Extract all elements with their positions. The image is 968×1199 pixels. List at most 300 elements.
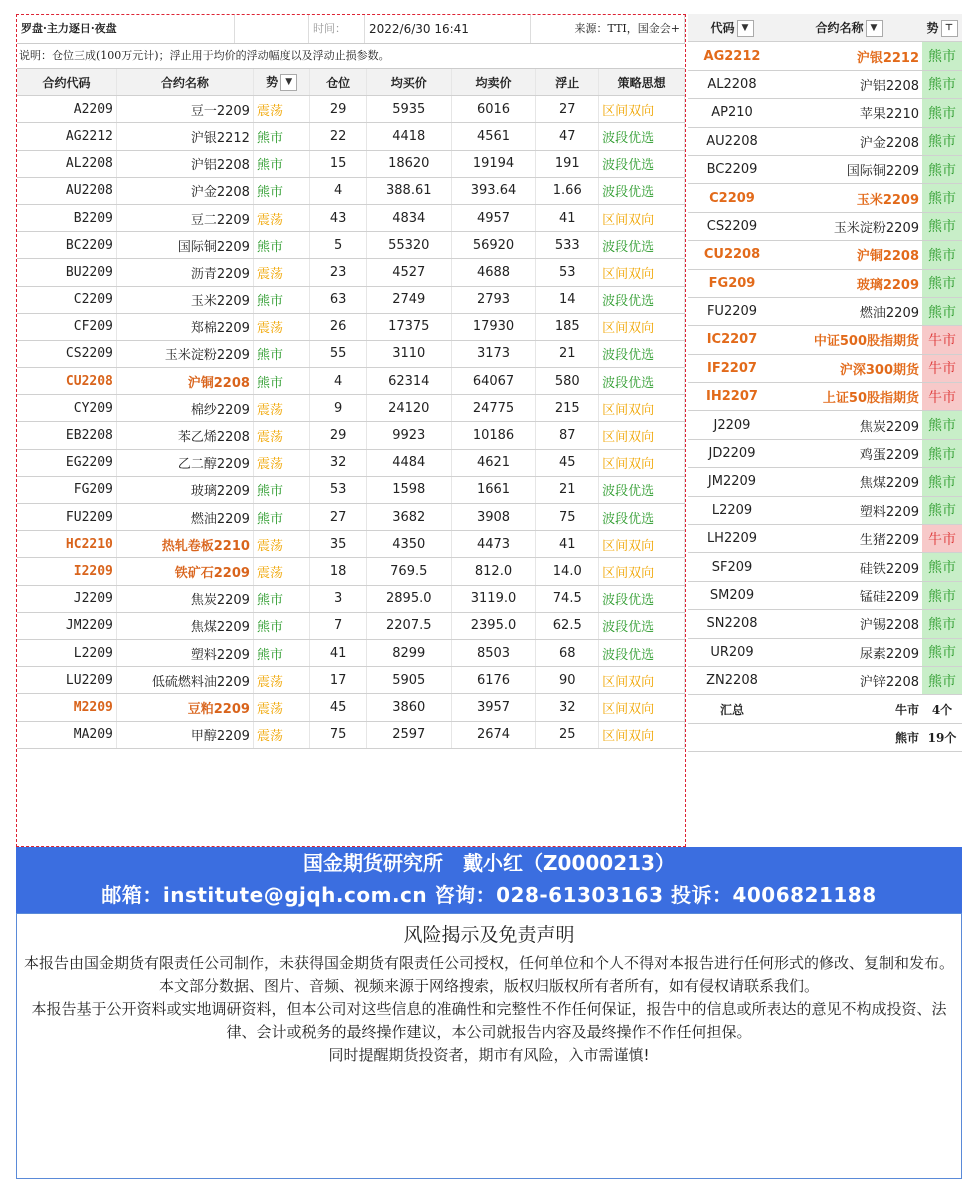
trend-code[interactable]: CU2208: [688, 241, 776, 269]
position-cell[interactable]: 29: [310, 96, 366, 123]
trend-name[interactable]: 沪铝2208: [776, 70, 922, 98]
trend-code[interactable]: SN2208: [688, 610, 776, 638]
position-cell[interactable]: 4: [310, 177, 366, 204]
strategy-cell[interactable]: 区间双向: [599, 694, 685, 721]
float-stop-cell[interactable]: 41: [536, 204, 599, 231]
avg-sell-cell[interactable]: 64067: [451, 368, 536, 395]
float-stop-cell[interactable]: 47: [536, 123, 599, 150]
trend-cell[interactable]: 震荡: [253, 313, 309, 340]
avg-buy-cell[interactable]: 4527: [366, 259, 451, 286]
trend-tag[interactable]: 熊市: [922, 42, 962, 70]
trend-code[interactable]: C2209: [688, 184, 776, 212]
contract-name[interactable]: 玻璃2209: [116, 476, 253, 503]
avg-sell-cell[interactable]: 4688: [451, 259, 536, 286]
position-cell[interactable]: 26: [310, 313, 366, 340]
trend-name[interactable]: 玉米淀粉2209: [776, 212, 922, 240]
trend-name[interactable]: 上证50股指期货: [776, 383, 922, 411]
table-row[interactable]: [17, 531, 685, 558]
trend-cell[interactable]: 震荡: [253, 531, 309, 558]
trend-tag[interactable]: 熊市: [922, 127, 962, 155]
trend-name[interactable]: 沪银2212: [776, 42, 922, 70]
avg-sell-cell[interactable]: 3908: [451, 504, 536, 531]
trend-row[interactable]: [688, 383, 962, 411]
position-cell[interactable]: 3: [310, 585, 366, 612]
strategy-cell[interactable]: 区间双向: [599, 259, 685, 286]
table-row[interactable]: [17, 504, 685, 531]
col-header-name[interactable]: 合约名称: [116, 69, 253, 96]
trend-code[interactable]: L2209: [688, 496, 776, 524]
trend-row[interactable]: [688, 326, 962, 354]
trend-row[interactable]: [688, 269, 962, 297]
table-row[interactable]: [17, 150, 685, 177]
trend-cell[interactable]: 熊市: [253, 639, 309, 666]
float-stop-cell[interactable]: 75: [536, 504, 599, 531]
trend-name[interactable]: 锰硅2209: [776, 581, 922, 609]
col-header-float-stop[interactable]: 浮止: [536, 69, 599, 96]
float-stop-cell[interactable]: 580: [536, 368, 599, 395]
float-stop-cell[interactable]: 25: [536, 721, 599, 748]
contract-name[interactable]: 豆一2209: [116, 96, 253, 123]
contract-name[interactable]: 铁矿石2209: [116, 558, 253, 585]
contract-code[interactable]: CY209: [17, 395, 116, 422]
strategy-cell[interactable]: 波段优选: [599, 612, 685, 639]
avg-buy-cell[interactable]: 2895.0: [366, 585, 451, 612]
table-row[interactable]: [17, 721, 685, 748]
position-cell[interactable]: 29: [310, 422, 366, 449]
trend-code[interactable]: SF209: [688, 553, 776, 581]
avg-buy-cell[interactable]: 8299: [366, 639, 451, 666]
avg-sell-cell[interactable]: 6176: [451, 667, 536, 694]
trend-row[interactable]: [688, 241, 962, 269]
position-cell[interactable]: 18: [310, 558, 366, 585]
position-cell[interactable]: 35: [310, 531, 366, 558]
contract-name[interactable]: 沪铜2208: [116, 368, 253, 395]
avg-buy-cell[interactable]: 18620: [366, 150, 451, 177]
position-cell[interactable]: 9: [310, 395, 366, 422]
float-stop-cell[interactable]: 27: [536, 96, 599, 123]
avg-sell-cell[interactable]: 3119.0: [451, 585, 536, 612]
contract-code[interactable]: HC2210: [17, 531, 116, 558]
avg-sell-cell[interactable]: 2395.0: [451, 612, 536, 639]
strategy-cell[interactable]: 波段优选: [599, 232, 685, 259]
strategy-cell[interactable]: 波段优选: [599, 504, 685, 531]
avg-buy-cell[interactable]: 2597: [366, 721, 451, 748]
trend-tag[interactable]: 熊市: [922, 439, 962, 467]
table-row[interactable]: [17, 422, 685, 449]
float-stop-cell[interactable]: 1.66: [536, 177, 599, 204]
trend-code[interactable]: AU2208: [688, 127, 776, 155]
trend-cell[interactable]: 熊市: [253, 585, 309, 612]
trend-name[interactable]: 塑料2209: [776, 496, 922, 524]
strategy-cell[interactable]: 波段优选: [599, 340, 685, 367]
avg-sell-cell[interactable]: 4957: [451, 204, 536, 231]
trend-row[interactable]: [688, 496, 962, 524]
trend-name[interactable]: 沪金2208: [776, 127, 922, 155]
col-header-trend[interactable]: 势 ⊤: [922, 14, 962, 42]
avg-sell-cell[interactable]: 4621: [451, 449, 536, 476]
contract-code[interactable]: C2209: [17, 286, 116, 313]
avg-sell-cell[interactable]: 19194: [451, 150, 536, 177]
strategy-cell[interactable]: 波段优选: [599, 286, 685, 313]
avg-buy-cell[interactable]: 3860: [366, 694, 451, 721]
table-row[interactable]: [17, 123, 685, 150]
trend-cell[interactable]: 熊市: [253, 286, 309, 313]
trend-cell[interactable]: 熊市: [253, 340, 309, 367]
strategy-cell[interactable]: 区间双向: [599, 667, 685, 694]
trend-cell[interactable]: 震荡: [253, 422, 309, 449]
avg-buy-cell[interactable]: 4834: [366, 204, 451, 231]
trend-tag[interactable]: 牛市: [922, 525, 962, 553]
trend-name[interactable]: 沪深300期货: [776, 354, 922, 382]
contract-name[interactable]: 国际铜2209: [116, 232, 253, 259]
trend-code[interactable]: AL2208: [688, 70, 776, 98]
contract-name[interactable]: 热轧卷板2210: [116, 531, 253, 558]
strategy-cell[interactable]: 波段优选: [599, 177, 685, 204]
trend-tag[interactable]: 熊市: [922, 99, 962, 127]
contract-name[interactable]: 乙二醇2209: [116, 449, 253, 476]
strategy-cell[interactable]: 区间双向: [599, 422, 685, 449]
strategy-cell[interactable]: 波段优选: [599, 639, 685, 666]
trend-code[interactable]: IF2207: [688, 354, 776, 382]
trend-row[interactable]: [688, 155, 962, 183]
float-stop-cell[interactable]: 62.5: [536, 612, 599, 639]
strategy-cell[interactable]: 区间双向: [599, 204, 685, 231]
trend-name[interactable]: 焦煤2209: [776, 468, 922, 496]
trend-tag[interactable]: 熊市: [922, 411, 962, 439]
trend-name[interactable]: 焦炭2209: [776, 411, 922, 439]
strategy-cell[interactable]: 区间双向: [599, 558, 685, 585]
float-stop-cell[interactable]: 191: [536, 150, 599, 177]
contract-name[interactable]: 焦炭2209: [116, 585, 253, 612]
trend-name[interactable]: 玉米2209: [776, 184, 922, 212]
table-row[interactable]: [17, 667, 685, 694]
avg-sell-cell[interactable]: 393.64: [451, 177, 536, 204]
trend-name[interactable]: 沪锡2208: [776, 610, 922, 638]
trend-tag[interactable]: 熊市: [922, 610, 962, 638]
position-cell[interactable]: 41: [310, 639, 366, 666]
trend-tag[interactable]: 熊市: [922, 212, 962, 240]
avg-buy-cell[interactable]: 24120: [366, 395, 451, 422]
trend-cell[interactable]: 熊市: [253, 504, 309, 531]
float-stop-cell[interactable]: 90: [536, 667, 599, 694]
trend-tag[interactable]: 熊市: [922, 666, 962, 694]
col-header-code[interactable]: 代码 ▼: [688, 14, 776, 42]
contract-code[interactable]: EG2209: [17, 449, 116, 476]
contract-name[interactable]: 低硫燃料油2209: [116, 667, 253, 694]
avg-buy-cell[interactable]: 55320: [366, 232, 451, 259]
trend-cell[interactable]: 熊市: [253, 177, 309, 204]
trend-row[interactable]: [688, 610, 962, 638]
trend-name[interactable]: 尿素2209: [776, 638, 922, 666]
avg-sell-cell[interactable]: 2674: [451, 721, 536, 748]
contract-name[interactable]: 甲醇2209: [116, 721, 253, 748]
avg-sell-cell[interactable]: 6016: [451, 96, 536, 123]
float-stop-cell[interactable]: 45: [536, 449, 599, 476]
trend-cell[interactable]: 震荡: [253, 558, 309, 585]
trend-code[interactable]: IC2207: [688, 326, 776, 354]
position-cell[interactable]: 4: [310, 368, 366, 395]
table-row[interactable]: [17, 395, 685, 422]
position-cell[interactable]: 17: [310, 667, 366, 694]
avg-buy-cell[interactable]: 2207.5: [366, 612, 451, 639]
float-stop-cell[interactable]: 215: [536, 395, 599, 422]
trend-row[interactable]: [688, 468, 962, 496]
contract-code[interactable]: L2209: [17, 639, 116, 666]
trend-code[interactable]: J2209: [688, 411, 776, 439]
position-cell[interactable]: 55: [310, 340, 366, 367]
filter-dropdown-icon[interactable]: ▼: [866, 20, 883, 37]
trend-row[interactable]: [688, 127, 962, 155]
col-header-trend[interactable]: 势 ▼: [253, 69, 309, 96]
contract-name[interactable]: 豆粕2209: [116, 694, 253, 721]
contract-code[interactable]: BC2209: [17, 232, 116, 259]
strategy-cell[interactable]: 波段优选: [599, 368, 685, 395]
avg-buy-cell[interactable]: 388.61: [366, 177, 451, 204]
table-row[interactable]: [17, 177, 685, 204]
trend-code[interactable]: BC2209: [688, 155, 776, 183]
trend-cell[interactable]: 震荡: [253, 395, 309, 422]
position-cell[interactable]: 43: [310, 204, 366, 231]
trend-name[interactable]: 玻璃2209: [776, 269, 922, 297]
table-row[interactable]: [17, 558, 685, 585]
trend-tag[interactable]: 熊市: [922, 553, 962, 581]
table-row[interactable]: [17, 232, 685, 259]
trend-cell[interactable]: 震荡: [253, 96, 309, 123]
trend-code[interactable]: JD2209: [688, 439, 776, 467]
float-stop-cell[interactable]: 185: [536, 313, 599, 340]
avg-sell-cell[interactable]: 24775: [451, 395, 536, 422]
trend-tag[interactable]: 熊市: [922, 581, 962, 609]
col-header-strategy[interactable]: 策略思想: [599, 69, 685, 96]
table-row[interactable]: [17, 204, 685, 231]
trend-cell[interactable]: 震荡: [253, 721, 309, 748]
avg-sell-cell[interactable]: 812.0: [451, 558, 536, 585]
avg-buy-cell[interactable]: 5905: [366, 667, 451, 694]
strategy-cell[interactable]: 区间双向: [599, 721, 685, 748]
trend-cell[interactable]: 熊市: [253, 612, 309, 639]
trend-cell[interactable]: 熊市: [253, 232, 309, 259]
table-row[interactable]: [17, 286, 685, 313]
trend-row[interactable]: [688, 411, 962, 439]
contract-code[interactable]: FG209: [17, 476, 116, 503]
strategy-cell[interactable]: 波段优选: [599, 123, 685, 150]
trend-tag[interactable]: 熊市: [922, 496, 962, 524]
contract-code[interactable]: A2209: [17, 96, 116, 123]
trend-name[interactable]: 沪锌2208: [776, 666, 922, 694]
trend-code[interactable]: AG2212: [688, 42, 776, 70]
table-row[interactable]: [17, 313, 685, 340]
contract-code[interactable]: AG2212: [17, 123, 116, 150]
trend-cell[interactable]: 震荡: [253, 667, 309, 694]
table-row[interactable]: [17, 612, 685, 639]
trend-cell[interactable]: 熊市: [253, 476, 309, 503]
avg-sell-cell[interactable]: 8503: [451, 639, 536, 666]
trend-name[interactable]: 燃油2209: [776, 297, 922, 325]
avg-buy-cell[interactable]: 3682: [366, 504, 451, 531]
float-stop-cell[interactable]: 21: [536, 476, 599, 503]
strategy-cell[interactable]: 波段优选: [599, 585, 685, 612]
position-cell[interactable]: 53: [310, 476, 366, 503]
trend-tag[interactable]: 熊市: [922, 468, 962, 496]
avg-buy-cell[interactable]: 4350: [366, 531, 451, 558]
trend-name[interactable]: 中证500股指期货: [776, 326, 922, 354]
trend-name[interactable]: 国际铜2209: [776, 155, 922, 183]
col-header-position[interactable]: 仓位: [310, 69, 366, 96]
trend-name[interactable]: 鸡蛋2209: [776, 439, 922, 467]
contract-code[interactable]: AU2208: [17, 177, 116, 204]
avg-buy-cell[interactable]: 3110: [366, 340, 451, 367]
trend-code[interactable]: IH2207: [688, 383, 776, 411]
avg-sell-cell[interactable]: 3957: [451, 694, 536, 721]
avg-sell-cell[interactable]: 2793: [451, 286, 536, 313]
float-stop-cell[interactable]: 41: [536, 531, 599, 558]
contract-name[interactable]: 苯乙烯2208: [116, 422, 253, 449]
strategy-cell[interactable]: 波段优选: [599, 476, 685, 503]
trend-tag[interactable]: 熊市: [922, 155, 962, 183]
trend-row[interactable]: [688, 439, 962, 467]
trend-tag[interactable]: 熊市: [922, 184, 962, 212]
avg-buy-cell[interactable]: 769.5: [366, 558, 451, 585]
trend-cell[interactable]: 震荡: [253, 449, 309, 476]
trend-row[interactable]: [688, 70, 962, 98]
contract-code[interactable]: AL2208: [17, 150, 116, 177]
avg-buy-cell[interactable]: 4418: [366, 123, 451, 150]
avg-buy-cell[interactable]: 1598: [366, 476, 451, 503]
table-row[interactable]: [17, 694, 685, 721]
trend-name[interactable]: 苹果2210: [776, 99, 922, 127]
table-row[interactable]: [17, 639, 685, 666]
trend-row[interactable]: [688, 553, 962, 581]
float-stop-cell[interactable]: 53: [536, 259, 599, 286]
filter-dropdown-icon[interactable]: ▼: [280, 74, 297, 91]
trend-cell[interactable]: 熊市: [253, 150, 309, 177]
position-cell[interactable]: 7: [310, 612, 366, 639]
contract-name[interactable]: 玉米2209: [116, 286, 253, 313]
trend-cell[interactable]: 震荡: [253, 204, 309, 231]
trend-row[interactable]: [688, 666, 962, 694]
trend-cell[interactable]: 熊市: [253, 123, 309, 150]
trend-tag[interactable]: 牛市: [922, 354, 962, 382]
position-cell[interactable]: 27: [310, 504, 366, 531]
strategy-cell[interactable]: 波段优选: [599, 150, 685, 177]
table-row[interactable]: [17, 259, 685, 286]
contract-code[interactable]: B2209: [17, 204, 116, 231]
table-row[interactable]: [17, 585, 685, 612]
strategy-cell[interactable]: 区间双向: [599, 531, 685, 558]
trend-row[interactable]: [688, 99, 962, 127]
contract-code[interactable]: M2209: [17, 694, 116, 721]
position-cell[interactable]: 15: [310, 150, 366, 177]
trend-cell[interactable]: 震荡: [253, 259, 309, 286]
table-row[interactable]: [17, 96, 685, 123]
avg-buy-cell[interactable]: 62314: [366, 368, 451, 395]
trend-cell[interactable]: 熊市: [253, 368, 309, 395]
trend-row[interactable]: [688, 184, 962, 212]
float-stop-cell[interactable]: 87: [536, 422, 599, 449]
contract-name[interactable]: 沥青2209: [116, 259, 253, 286]
contract-code[interactable]: I2209: [17, 558, 116, 585]
avg-buy-cell[interactable]: 9923: [366, 422, 451, 449]
col-header-avg-sell[interactable]: 均卖价: [451, 69, 536, 96]
trend-tag[interactable]: 熊市: [922, 241, 962, 269]
trend-tag[interactable]: 熊市: [922, 269, 962, 297]
float-stop-cell[interactable]: 68: [536, 639, 599, 666]
avg-sell-cell[interactable]: 17930: [451, 313, 536, 340]
float-stop-cell[interactable]: 32: [536, 694, 599, 721]
float-stop-cell[interactable]: 14.0: [536, 558, 599, 585]
trend-code[interactable]: FU2209: [688, 297, 776, 325]
contract-name[interactable]: 郑棉2209: [116, 313, 253, 340]
float-stop-cell[interactable]: 533: [536, 232, 599, 259]
trend-name[interactable]: 硅铁2209: [776, 553, 922, 581]
col-header-avg-buy[interactable]: 均买价: [366, 69, 451, 96]
strategy-cell[interactable]: 区间双向: [599, 449, 685, 476]
contract-code[interactable]: FU2209: [17, 504, 116, 531]
contract-name[interactable]: 棉纱2209: [116, 395, 253, 422]
position-cell[interactable]: 32: [310, 449, 366, 476]
filter-active-icon[interactable]: ⊤: [941, 20, 958, 37]
col-header-code[interactable]: 合约代码: [17, 69, 116, 96]
avg-sell-cell[interactable]: 1661: [451, 476, 536, 503]
table-row[interactable]: [17, 340, 685, 367]
avg-sell-cell[interactable]: 56920: [451, 232, 536, 259]
filter-dropdown-icon[interactable]: ▼: [737, 20, 754, 37]
contract-name[interactable]: 焦煤2209: [116, 612, 253, 639]
avg-sell-cell[interactable]: 4561: [451, 123, 536, 150]
contract-code[interactable]: J2209: [17, 585, 116, 612]
trend-code[interactable]: AP210: [688, 99, 776, 127]
float-stop-cell[interactable]: 14: [536, 286, 599, 313]
trend-name[interactable]: 沪铜2208: [776, 241, 922, 269]
trend-tag[interactable]: 熊市: [922, 638, 962, 666]
trend-tag[interactable]: 熊市: [922, 297, 962, 325]
float-stop-cell[interactable]: 74.5: [536, 585, 599, 612]
strategy-cell[interactable]: 区间双向: [599, 313, 685, 340]
contract-name[interactable]: 燃油2209: [116, 504, 253, 531]
trend-code[interactable]: JM2209: [688, 468, 776, 496]
avg-sell-cell[interactable]: 10186: [451, 422, 536, 449]
avg-sell-cell[interactable]: 4473: [451, 531, 536, 558]
contract-name[interactable]: 玉米淀粉2209: [116, 340, 253, 367]
avg-buy-cell[interactable]: 2749: [366, 286, 451, 313]
trend-code[interactable]: UR209: [688, 638, 776, 666]
contract-code[interactable]: JM2209: [17, 612, 116, 639]
trend-tag[interactable]: 牛市: [922, 326, 962, 354]
trend-cell[interactable]: 震荡: [253, 694, 309, 721]
position-cell[interactable]: 63: [310, 286, 366, 313]
trend-row[interactable]: [688, 581, 962, 609]
trend-name[interactable]: 生猪2209: [776, 525, 922, 553]
col-header-name[interactable]: 合约名称 ▼: [776, 14, 922, 42]
float-stop-cell[interactable]: 21: [536, 340, 599, 367]
trend-code[interactable]: SM209: [688, 581, 776, 609]
contract-code[interactable]: CS2209: [17, 340, 116, 367]
trend-row[interactable]: [688, 297, 962, 325]
strategy-cell[interactable]: 区间双向: [599, 96, 685, 123]
avg-buy-cell[interactable]: 4484: [366, 449, 451, 476]
contract-code[interactable]: LU2209: [17, 667, 116, 694]
table-row[interactable]: [17, 449, 685, 476]
contract-name[interactable]: 豆二2209: [116, 204, 253, 231]
trend-code[interactable]: CS2209: [688, 212, 776, 240]
contract-name[interactable]: 塑料2209: [116, 639, 253, 666]
contract-code[interactable]: MA209: [17, 721, 116, 748]
position-cell[interactable]: 22: [310, 123, 366, 150]
contract-code[interactable]: CF209: [17, 313, 116, 340]
trend-tag[interactable]: 牛市: [922, 383, 962, 411]
position-cell[interactable]: 75: [310, 721, 366, 748]
avg-buy-cell[interactable]: 17375: [366, 313, 451, 340]
